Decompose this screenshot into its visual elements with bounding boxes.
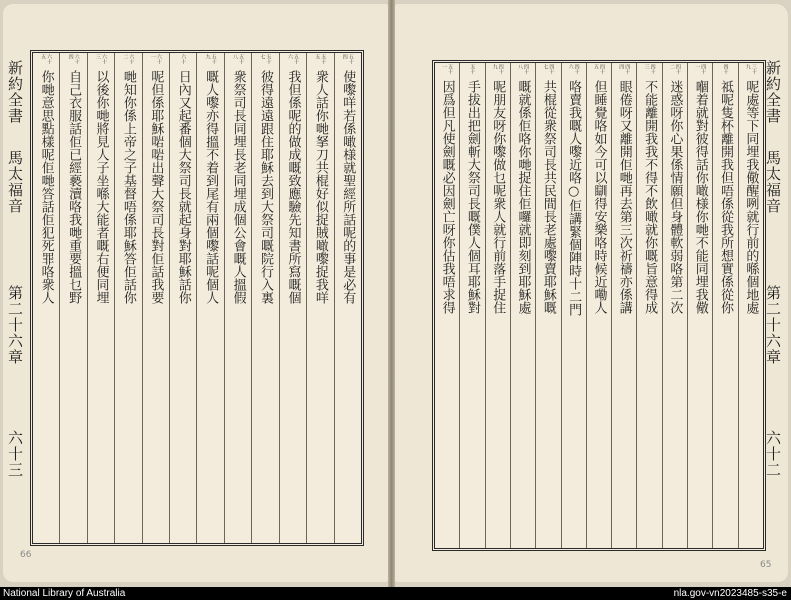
text-column: [459, 63, 484, 548]
column-text: 嘅就係佢咯你哋捉住佢囉就即刻到耶穌處: [515, 80, 531, 314]
verse-number: 五十五: [314, 54, 327, 64]
right-pencil-note: 65: [760, 560, 772, 570]
right-margin-page-number: 六十二: [764, 430, 782, 478]
verse-number: 五十六: [286, 54, 299, 64]
right-margin-gospel: 馬太福音: [764, 150, 782, 214]
text-column: [586, 63, 611, 548]
column-text: 自己衣服話佢已經褻瀆咯我哋重要搵乜野: [66, 70, 82, 304]
column-text: 眼倦呀又離開佢哋再去第三次祈禱亦係講: [616, 80, 632, 314]
verse-number: 六十三: [94, 54, 107, 64]
column-text: 咯賣我嘅人嚟近咯○佢講緊個陣時十二門: [566, 80, 582, 316]
column-text: 但睡覺咯如今可以瞓得安樂咯時候近嘞人: [591, 80, 607, 314]
verse-number: 四十三: [643, 64, 656, 74]
verse-number: 六十二: [122, 54, 135, 64]
text-column: [435, 63, 459, 548]
column-text: 迷惑呀你心果係情願但身體軟弱咯第二次: [667, 80, 683, 314]
left-pencil-note: 66: [20, 550, 32, 560]
column-text: 彼得遠遠跟住耶穌去到大祭司嘅院行入裏: [258, 70, 274, 304]
book-gutter: [388, 0, 395, 587]
verse-number: 六十: [180, 54, 187, 64]
left-margin-chapter: 第二十六章: [6, 285, 24, 365]
column-text: 哋知你係上帝之子基督唔係耶穌答佢話你: [120, 70, 136, 304]
column-text: 不能離開我我不得不飲噉就你嘅旨意得成: [642, 80, 658, 314]
text-column: [687, 63, 712, 548]
column-text: 嘅人嚟亦得搵不着到尾有兩個嚟話呢個人: [203, 70, 219, 304]
right-columns: [435, 63, 763, 548]
text-column: [59, 53, 86, 543]
verse-number: 五十: [469, 64, 476, 74]
column-text: 呢處等下同埋我儆醒咧就行前的喺個地處: [743, 80, 759, 314]
verse-number: 五十四: [341, 54, 354, 64]
verse-number: 五十七: [259, 54, 272, 64]
text-column: [535, 63, 560, 548]
column-text: 衆祭司長同埋長老同埋成個公會嘅人搵假: [230, 70, 246, 304]
right-text-frame: [432, 60, 766, 551]
column-text: 嗰着就對彼得話你噉様你哋不能同埋我儆: [692, 80, 708, 314]
verse-number: 六十四: [67, 54, 80, 64]
text-column: [662, 63, 687, 548]
verse-number: 四十四: [618, 64, 631, 74]
footer-record-id: nla.gov-vn2023485-s35-e: [673, 588, 787, 599]
column-text: 因爲但凡使劍嘅必因劍亡呀你估我唔求得: [439, 80, 455, 314]
text-column: [636, 63, 661, 548]
verse-number: 四十九: [491, 64, 504, 74]
right-margin-book: 新約全書: [764, 60, 782, 124]
verse-number: 五十八: [232, 54, 245, 64]
column-text: 呢朋友呀你嚟做乜呢衆人就行前落手捉住: [490, 80, 506, 314]
text-column: [224, 53, 251, 543]
left-text-frame: [30, 50, 364, 546]
text-column: [169, 53, 196, 543]
left-margin-gospel: 馬太福音: [6, 150, 24, 214]
column-text: 祗呢隻杯離開我但唔係從我所想實係從你: [718, 80, 734, 314]
text-column: [279, 53, 306, 543]
verse-number: 四十五: [592, 64, 605, 74]
text-column: [251, 53, 278, 543]
column-text: 日內又起番個大祭司長就起身對耶穌話你: [175, 70, 191, 304]
verse-number: 五十九: [204, 54, 217, 64]
verse-number: 四十七: [542, 64, 555, 74]
text-column: [306, 53, 333, 543]
attribution-bar: [0, 587, 791, 600]
text-column: [334, 53, 361, 543]
text-column: [561, 63, 586, 548]
text-column: [510, 63, 535, 548]
text-column: [33, 53, 59, 543]
text-column: [142, 53, 169, 543]
footer-library-name: National Library of Australia: [3, 588, 126, 599]
text-column: [114, 53, 141, 543]
column-text: 衆人話你哋拏刀共棍好似捉賊噉嚟捉我咩: [312, 70, 328, 304]
column-text: 呢但係耶穌啱啱出聲大祭司長對佢話我要: [148, 70, 164, 304]
verse-number: 五十一: [441, 64, 454, 74]
verse-number: 六十一: [149, 54, 162, 64]
column-text: 使嚟咩若係噉様就聖經所話呢的事是必有: [340, 70, 356, 304]
text-column: [485, 63, 510, 548]
text-column: [196, 53, 223, 543]
verse-number: 四十二: [668, 64, 681, 74]
verse-number: 三十九: [744, 64, 757, 74]
column-text: 共棍從衆祭司長共民間長老處嚟賣耶穌嘅: [540, 80, 556, 314]
column-text: 你哋意思點樣呢佢哋答話佢犯死罪咯衆人: [38, 70, 54, 304]
right-margin-chapter: 第二十六章: [764, 285, 782, 365]
column-text: 以後你哋將見人子坐喺大能者嘅右便同埋: [93, 70, 109, 304]
column-text: 手拔出把劍斬大祭司長嘅僕人個耳耶穌對: [464, 80, 480, 314]
verse-number: 四十八: [517, 64, 530, 74]
text-column: [611, 63, 636, 548]
text-column: [712, 63, 737, 548]
text-column: [87, 53, 114, 543]
verse-number: 四十一: [694, 64, 707, 74]
verse-number: 六十五: [40, 54, 53, 64]
text-column: [738, 63, 763, 548]
left-margin-page-number: 六十三: [6, 430, 24, 478]
verse-number: 四十六: [567, 64, 580, 74]
left-margin-book: 新約全書: [6, 60, 24, 124]
verse-number: 四十: [722, 64, 729, 74]
left-columns: [33, 53, 361, 543]
column-text: 我但係呢的做成嘅致應驗先知書所寫嘅個: [285, 70, 301, 304]
